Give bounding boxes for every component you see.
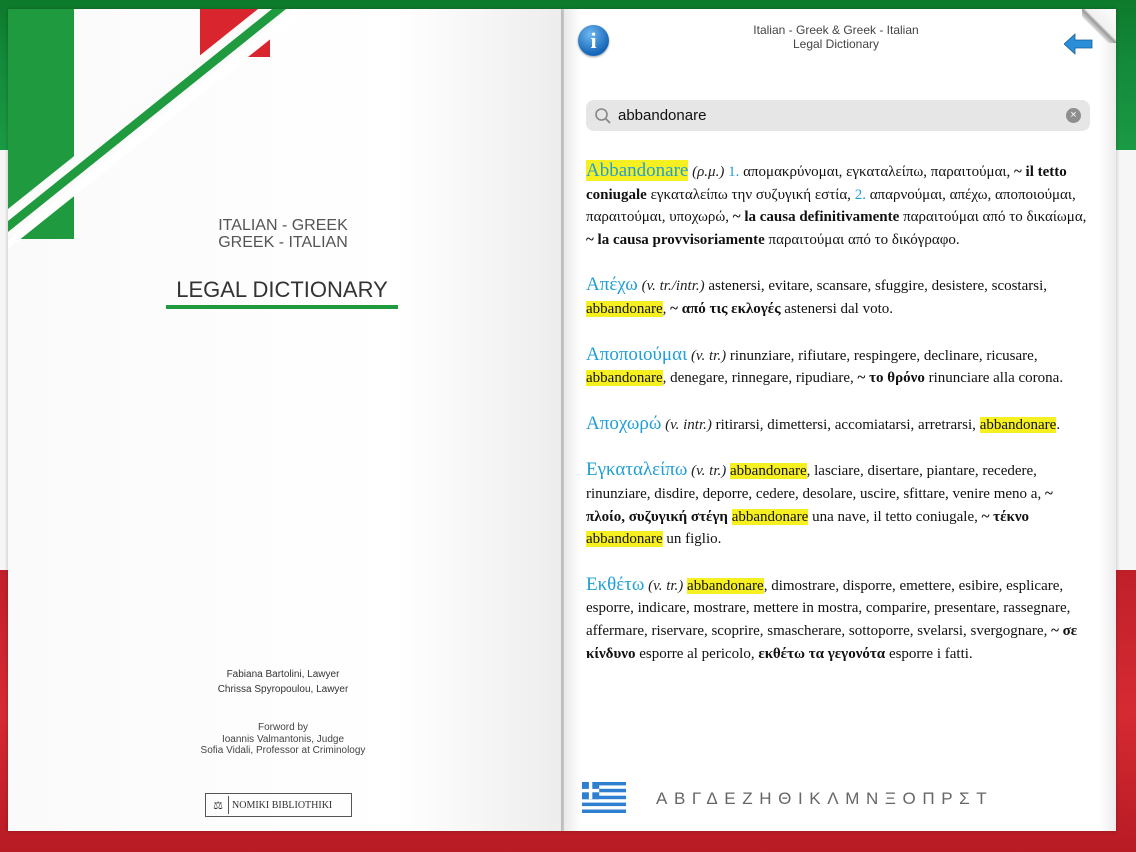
entry-sense-number: 1. xyxy=(728,164,740,180)
entry-text: esporre al pericolo, xyxy=(635,645,759,662)
entry-phrase: ~ il tetto coniugale xyxy=(586,164,1067,203)
alphabet-index xyxy=(656,789,993,809)
foreword-author-1: Ioannis Valmantonis, Judge xyxy=(221,733,345,745)
entry-headword: Απέχω xyxy=(586,274,638,296)
entry-grammar-label: (v. tr.) xyxy=(691,463,727,480)
alphabet-letter[interactable]: Η xyxy=(759,789,779,808)
back-arrow-icon[interactable] xyxy=(1064,33,1094,55)
entry-headword: Αποχωρώ xyxy=(586,412,662,434)
dictionary-entry[interactable] xyxy=(586,274,1094,320)
entry-headword: Εκθέτω xyxy=(586,573,645,595)
entry-text: rinunciare alla corona. xyxy=(924,370,1064,387)
entry-phrase: ~ το θρόνο xyxy=(857,370,925,387)
alphabet-letter[interactable]: Σ xyxy=(959,789,977,808)
author-2: Chrissa Spyropoulou, Lawyer xyxy=(217,684,349,695)
author-1: Fabiana Bartolini, Lawyer xyxy=(226,669,340,680)
entry-text: un figlio. xyxy=(662,531,722,548)
foreword-heading: Forword by xyxy=(257,722,308,733)
cover-page xyxy=(8,9,562,831)
alphabet-letter[interactable]: Γ xyxy=(691,789,707,808)
foreword-author-2: Sofia Vidali, Professor at Criminology xyxy=(200,745,366,756)
entry-text: . xyxy=(1056,416,1061,433)
alphabet-letter[interactable]: Τ xyxy=(976,789,994,808)
app-title-line-2: Legal Dictionary xyxy=(792,37,880,51)
alphabet-letter[interactable]: Μ xyxy=(845,789,866,808)
entry-text: απομακρύνομαι, εγκαταλείπω, παραιτούμαι, xyxy=(739,164,1014,180)
foreword-credits xyxy=(148,722,418,757)
publisher-emblem-icon: ⚖ xyxy=(208,796,229,814)
publisher-name: NOMIKI BIBLIOTHIKI xyxy=(232,799,333,811)
title-underline xyxy=(166,305,398,309)
alphabet-letter[interactable]: Ν xyxy=(865,789,885,808)
highlighted-match: abbandonare xyxy=(730,463,807,480)
entry-phrase: ~ πλοίο, συζυγική στέγη xyxy=(586,485,1053,525)
entry-text: εγκαταλείπω την συζυγική εστία, xyxy=(646,186,855,203)
entry-headword: Εγκαταλείπω xyxy=(586,459,688,481)
alphabet-letter[interactable]: Ζ xyxy=(742,789,760,808)
entry-headword: Αποποιούμαι xyxy=(586,343,688,365)
greek-flag-icon[interactable] xyxy=(582,782,626,813)
clear-icon[interactable]: × xyxy=(1066,108,1081,123)
entry-phrase: ~ la causa definitivamente xyxy=(732,209,900,226)
highlighted-match: abbandonare xyxy=(586,300,663,317)
entry-text: απαρνούμαι, απέχω, αποποιούμαι, παραιτούμαι, υποχωρώ, xyxy=(586,186,1076,226)
entry-text: , dimostrare, disporre, emettere, esibire, esplicare, esporre, indicare, mostrare, mettere in mostra, comparire, presentare, rassegnare, affermare, riservare, scoprire, smascherare, sottoporre, svelarsi, svergognare, xyxy=(586,577,1071,639)
dictionary-entry[interactable] xyxy=(586,459,1094,550)
highlighted-match: abbandonare xyxy=(586,531,663,548)
dictionary-entry[interactable] xyxy=(586,413,1094,437)
app-title-line-1: Italian - Greek & Greek - Italian xyxy=(753,23,919,37)
entry-text: astenersi dal voto. xyxy=(780,300,894,317)
entry-text: astenersi, evitare, scansare, sfuggire, desistere, scostarsi, xyxy=(704,278,1048,295)
dictionary-entry[interactable] xyxy=(586,160,1094,251)
entry-text: , denegare, rinnegare, ripudiare, xyxy=(662,370,858,387)
entry-text: una nave, il tetto coniugale, xyxy=(808,508,982,525)
app-title xyxy=(714,23,958,51)
entry-phrase: ~ τέκνο xyxy=(981,508,1030,525)
highlighted-match: abbandonare xyxy=(687,577,764,594)
info-button[interactable] xyxy=(578,25,609,56)
alphabet-letter[interactable]: Κ xyxy=(809,789,828,808)
entry-text: παραιτούμαι από το δικαίωμα, xyxy=(899,209,1087,226)
highlighted-match: abbandonare xyxy=(586,370,663,387)
alphabet-letter[interactable]: Λ xyxy=(827,789,846,808)
alphabet-letter[interactable]: Π xyxy=(922,789,942,808)
entry-text: , xyxy=(662,300,671,317)
entry-text: esporre i fatti. xyxy=(885,645,973,662)
dictionary-entry[interactable] xyxy=(586,574,1094,665)
highlighted-match: abbandonare xyxy=(731,508,809,525)
alphabet-letter[interactable]: Ε xyxy=(724,789,743,808)
entry-text: ritirarsi, dimettersi, accomiatarsi, arretrarsi, xyxy=(711,416,980,433)
alphabet-letter[interactable]: Δ xyxy=(706,789,725,808)
subtitle-line-2: GREEK - ITALIAN xyxy=(218,234,348,251)
highlighted-match: abbandonare xyxy=(979,416,1057,433)
entry-phrase: ~ σε κίνδυνο xyxy=(586,622,1078,662)
dictionary-entry[interactable] xyxy=(586,344,1094,390)
alphabet-letter[interactable]: Θ xyxy=(778,789,798,808)
entry-text: παραιτούμαι από το δικόγραφο. xyxy=(764,231,960,248)
entry-phrase: ~ la causa provvisoriamente xyxy=(586,231,765,248)
entry-text: rinunziare, rifiutare, respingere, declinare, ricusare, xyxy=(726,347,1038,364)
publisher-logo xyxy=(205,793,352,817)
dictionary-page xyxy=(564,9,1116,831)
entry-phrase: ~ από τις εκλογές xyxy=(670,300,781,317)
alphabet-letter[interactable]: Ο xyxy=(902,789,923,808)
authors xyxy=(148,667,418,697)
alphabet-letter[interactable]: Α xyxy=(656,789,674,808)
alphabet-letter[interactable]: Β xyxy=(673,789,692,808)
entry-phrase: εκθέτω τα γεγονότα xyxy=(758,645,886,662)
alphabet-letter[interactable]: Ι xyxy=(797,789,810,808)
subtitle-line-1: ITALIAN - GREEK xyxy=(218,217,348,234)
entry-sense-number: 2. xyxy=(854,186,866,203)
entry-grammar-label: (v. intr.) xyxy=(665,416,712,433)
entry-headword: Abbandonare xyxy=(586,160,689,181)
info-icon: i xyxy=(590,27,597,53)
dictionary-title: LEGAL DICTIONARY xyxy=(176,277,388,302)
entry-grammar-label: (v. tr.) xyxy=(648,577,684,594)
search-icon xyxy=(594,107,612,125)
alphabet-letter[interactable]: Ξ xyxy=(884,789,903,808)
entry-grammar-label: (v. tr./intr.) xyxy=(641,278,705,295)
subtitle xyxy=(148,217,418,251)
entry-text: , lasciare, disertare, piantare, recedere, rinunziare, disdire, deporre, cedere, desolare, uscire, sfittare, venire meno a, xyxy=(586,463,1045,502)
search-bar[interactable] xyxy=(586,100,1090,131)
entry-grammar-label: (ρ.μ.) xyxy=(692,164,725,180)
corner-stripes-decoration xyxy=(8,9,308,249)
search-input[interactable]: abbandonare xyxy=(618,107,707,124)
results-list xyxy=(586,160,1094,688)
entry-grammar-label: (v. tr.) xyxy=(690,347,727,364)
alphabet-letter[interactable]: Ρ xyxy=(941,789,960,808)
